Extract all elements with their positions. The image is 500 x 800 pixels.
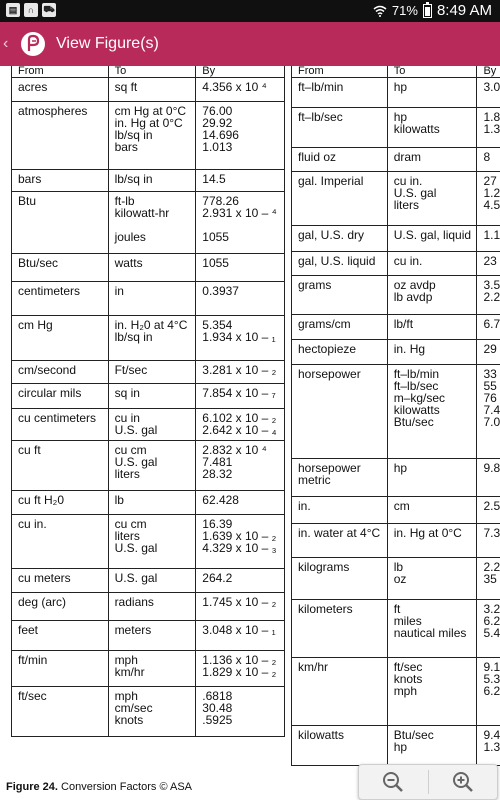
conversion-table-left <box>11 66 285 737</box>
cell-by: 3.048 x 10 – ₁ <box>196 621 285 651</box>
table-row <box>12 192 285 254</box>
cell-from: grams <box>292 276 388 315</box>
cell-by: 76.00 29.92 14.696 1.013 <box>196 102 285 170</box>
cell-by: 7.3 <box>477 524 500 558</box>
cell-to: sq ft <box>108 78 196 102</box>
table-row <box>12 651 285 687</box>
cell-to: mph km/hr <box>108 651 196 687</box>
zoom-out-icon <box>381 770 405 794</box>
cell-to: Btu/sec hp <box>387 726 477 766</box>
cell-by: 6.102 x 10 – ₂ 2.642 x 10 – ₄ <box>196 409 285 441</box>
cell-from: ft/sec <box>12 687 109 737</box>
cell-from: atmospheres <box>12 102 109 170</box>
cell-from: Btu/sec <box>12 254 109 282</box>
page-title: View Figure(s) <box>56 35 159 52</box>
cell-from: acres <box>12 78 109 102</box>
zoom-in-button[interactable] <box>429 765 498 799</box>
cell-by: 3.0 <box>477 78 500 108</box>
cell-by: 1.8 1.3 <box>477 108 500 148</box>
zoom-out-button[interactable] <box>359 765 428 799</box>
cell-to: lb/ft <box>387 315 477 340</box>
cell-to: sq in <box>108 384 196 409</box>
header-from: From <box>12 66 109 78</box>
figure-caption <box>6 781 192 793</box>
notification-icons <box>6 3 56 17</box>
header-by: By <box>196 66 285 78</box>
cell-from: cu centimeters <box>12 409 109 441</box>
cell-to: in <box>108 282 196 316</box>
cell-from: horsepower metric <box>292 459 388 497</box>
cell-to: cu in U.S. gal <box>108 409 196 441</box>
cell-by: 29 <box>477 340 500 365</box>
cell-to: mph cm/sec knots <box>108 687 196 737</box>
cell-to: meters <box>108 621 196 651</box>
cell-by: 33 55 76 7.4 7.0 <box>477 365 500 459</box>
table-row <box>12 687 285 737</box>
battery-icon <box>423 4 432 18</box>
header-to: To <box>108 66 196 78</box>
cell-to: U.S. gal <box>108 569 196 593</box>
table-header-row <box>12 66 285 78</box>
table-row <box>12 254 285 282</box>
table-row <box>12 78 285 102</box>
cell-by: 778.26 2.931 x 10 – ⁴ 1055 <box>196 192 285 254</box>
cell-from: kilowatts <box>292 726 388 766</box>
table-row <box>12 282 285 316</box>
cell-by: 5.354 1.934 x 10 – ₁ <box>196 316 285 361</box>
cell-from: gal, U.S. dry <box>292 226 388 252</box>
caption-label: Figure 24. <box>6 781 58 793</box>
status-bar <box>0 0 500 22</box>
cell-from: Btu <box>12 192 109 254</box>
cell-to: lb oz <box>387 558 477 600</box>
table-row <box>12 361 285 384</box>
cell-to: cm Hg at 0°C in. Hg at 0°C lb/sq in bars <box>108 102 196 170</box>
cell-from: gal. Imperial <box>292 172 388 226</box>
cell-from: ft–lb/min <box>292 78 388 108</box>
cell-to: ft miles nautical miles <box>387 600 477 658</box>
table-row <box>292 172 500 226</box>
cell-by: 2.832 x 10 ⁴ 7.481 28.32 <box>196 441 285 491</box>
cell-by: 1.1 <box>477 226 500 252</box>
table-row <box>292 340 500 365</box>
app-bar <box>0 22 500 66</box>
table-row <box>292 459 500 497</box>
cell-to: lb/sq in <box>108 170 196 192</box>
cell-from: hectopieze <box>292 340 388 365</box>
clock: 8:49 AM <box>436 2 492 19</box>
cell-to: in. Hg <box>387 340 477 365</box>
table-row <box>12 409 285 441</box>
cell-from: circular mils <box>12 384 109 409</box>
cell-from: kilograms <box>292 558 388 600</box>
cell-to: ft/sec knots mph <box>387 658 477 726</box>
cell-by: 14.5 <box>196 170 285 192</box>
cell-from: bars <box>12 170 109 192</box>
table-row <box>292 365 500 459</box>
cell-from: fluid oz <box>292 148 388 172</box>
bag-notification-icon: ⛟ <box>42 3 56 17</box>
cell-to: ft–lb/min ft–lb/sec m–kg/sec kilowatts Btu/sec <box>387 365 477 459</box>
table-row <box>292 315 500 340</box>
cell-to: dram <box>387 148 477 172</box>
cell-from: ft/min <box>12 651 109 687</box>
table-header-row <box>292 66 500 78</box>
cell-by: 27 1.2 4.5 <box>477 172 500 226</box>
battery-percent: 71% <box>391 3 418 18</box>
header-by: By <box>477 66 500 78</box>
cell-by: 3.2 6.2 5.4 <box>477 600 500 658</box>
cell-by: 1055 <box>196 254 285 282</box>
table-row <box>12 491 285 515</box>
cell-to: oz avdp lb avdp <box>387 276 477 315</box>
conversion-table-right <box>291 66 500 766</box>
table-row <box>292 148 500 172</box>
cell-to: cu in. U.S. gal liters <box>387 172 477 226</box>
table-row <box>12 170 285 192</box>
cell-by: 3.5 2.2 <box>477 276 500 315</box>
cell-by: 9.8 <box>477 459 500 497</box>
table-row <box>12 384 285 409</box>
cell-from: centimeters <box>12 282 109 316</box>
cell-from: km/hr <box>292 658 388 726</box>
table-row <box>292 658 500 726</box>
table-row <box>12 621 285 651</box>
cell-by: 0.3937 <box>196 282 285 316</box>
table-row <box>12 515 285 569</box>
cell-by: 4.356 x 10 ⁴ <box>196 78 285 102</box>
table-row <box>292 726 500 766</box>
cell-from: deg (arc) <box>12 593 109 621</box>
cell-by: .6818 30.48 .5925 <box>196 687 285 737</box>
cell-from: kilometers <box>292 600 388 658</box>
table-row <box>12 316 285 361</box>
cell-from: cu ft <box>12 441 109 491</box>
cell-to: radians <box>108 593 196 621</box>
cell-to: cu in. <box>387 252 477 276</box>
cell-to: hp kilowatts <box>387 108 477 148</box>
app-logo-icon[interactable] <box>20 31 46 57</box>
zoom-controls <box>358 764 498 800</box>
cell-to: in. H₂0 at 4°C lb/sq in <box>108 316 196 361</box>
cell-from: gal, U.S. liquid <box>292 252 388 276</box>
back-chevron-icon[interactable]: ‹ <box>3 35 9 52</box>
table-row <box>292 558 500 600</box>
cell-from: grams/cm <box>292 315 388 340</box>
cell-by: 7.854 x 10 – ₇ <box>196 384 285 409</box>
cell-from: cu ft H₂0 <box>12 491 109 515</box>
cell-from: feet <box>12 621 109 651</box>
table-row <box>292 524 500 558</box>
table-row <box>292 497 500 524</box>
table-row <box>12 441 285 491</box>
caption-text: Conversion Factors © ASA <box>57 781 193 793</box>
cell-to: cu cm U.S. gal liters <box>108 441 196 491</box>
cell-from: horsepower <box>292 365 388 459</box>
header-from: From <box>292 66 388 78</box>
cell-by: 1.136 x 10 – ₂ 1.829 x 10 – ₂ <box>196 651 285 687</box>
cell-by: 264.2 <box>196 569 285 593</box>
cell-to: cu cm liters U.S. gal <box>108 515 196 569</box>
table-row <box>12 569 285 593</box>
table-row <box>292 78 500 108</box>
cell-to: in. Hg at 0°C <box>387 524 477 558</box>
cell-from: ft–lb/sec <box>292 108 388 148</box>
cell-by: 16.39 1.639 x 10 – ₂ 4.329 x 10 – ₃ <box>196 515 285 569</box>
cell-by: 9.1 5.3 6.2 <box>477 658 500 726</box>
app-notification-icon: ∩ <box>24 3 38 17</box>
cell-by: 23 <box>477 252 500 276</box>
cell-by: 1.745 x 10 – ₂ <box>196 593 285 621</box>
cell-to: hp <box>387 459 477 497</box>
cell-by: 6.7 <box>477 315 500 340</box>
zoom-in-icon <box>451 770 475 794</box>
cell-from: in. <box>292 497 388 524</box>
header-to: To <box>387 66 477 78</box>
notification-icon: ▤ <box>6 3 20 17</box>
table-row <box>12 102 285 170</box>
cell-by: 3.281 x 10 – ₂ <box>196 361 285 384</box>
cell-to: U.S. gal, liquid <box>387 226 477 252</box>
cell-from: in. water at 4°C <box>292 524 388 558</box>
table-row <box>292 226 500 252</box>
cell-to: watts <box>108 254 196 282</box>
cell-to: lb <box>108 491 196 515</box>
table-row <box>292 252 500 276</box>
table-row <box>292 276 500 315</box>
cell-by: 2.5 <box>477 497 500 524</box>
cell-to: ft-lb kilowatt-hr joules <box>108 192 196 254</box>
cell-by: 9.4 1.3 <box>477 726 500 766</box>
cell-from: cm Hg <box>12 316 109 361</box>
table-row <box>292 600 500 658</box>
figure-image <box>0 66 500 776</box>
cell-to: hp <box>387 78 477 108</box>
cell-by: 62.428 <box>196 491 285 515</box>
cell-by: 8 <box>477 148 500 172</box>
table-row <box>292 108 500 148</box>
wifi-icon <box>373 5 387 17</box>
cell-to: Ft/sec <box>108 361 196 384</box>
cell-by: 2.2 35 <box>477 558 500 600</box>
cell-from: cu in. <box>12 515 109 569</box>
cell-from: cu meters <box>12 569 109 593</box>
cell-to: cm <box>387 497 477 524</box>
table-row <box>12 593 285 621</box>
cell-from: cm/second <box>12 361 109 384</box>
